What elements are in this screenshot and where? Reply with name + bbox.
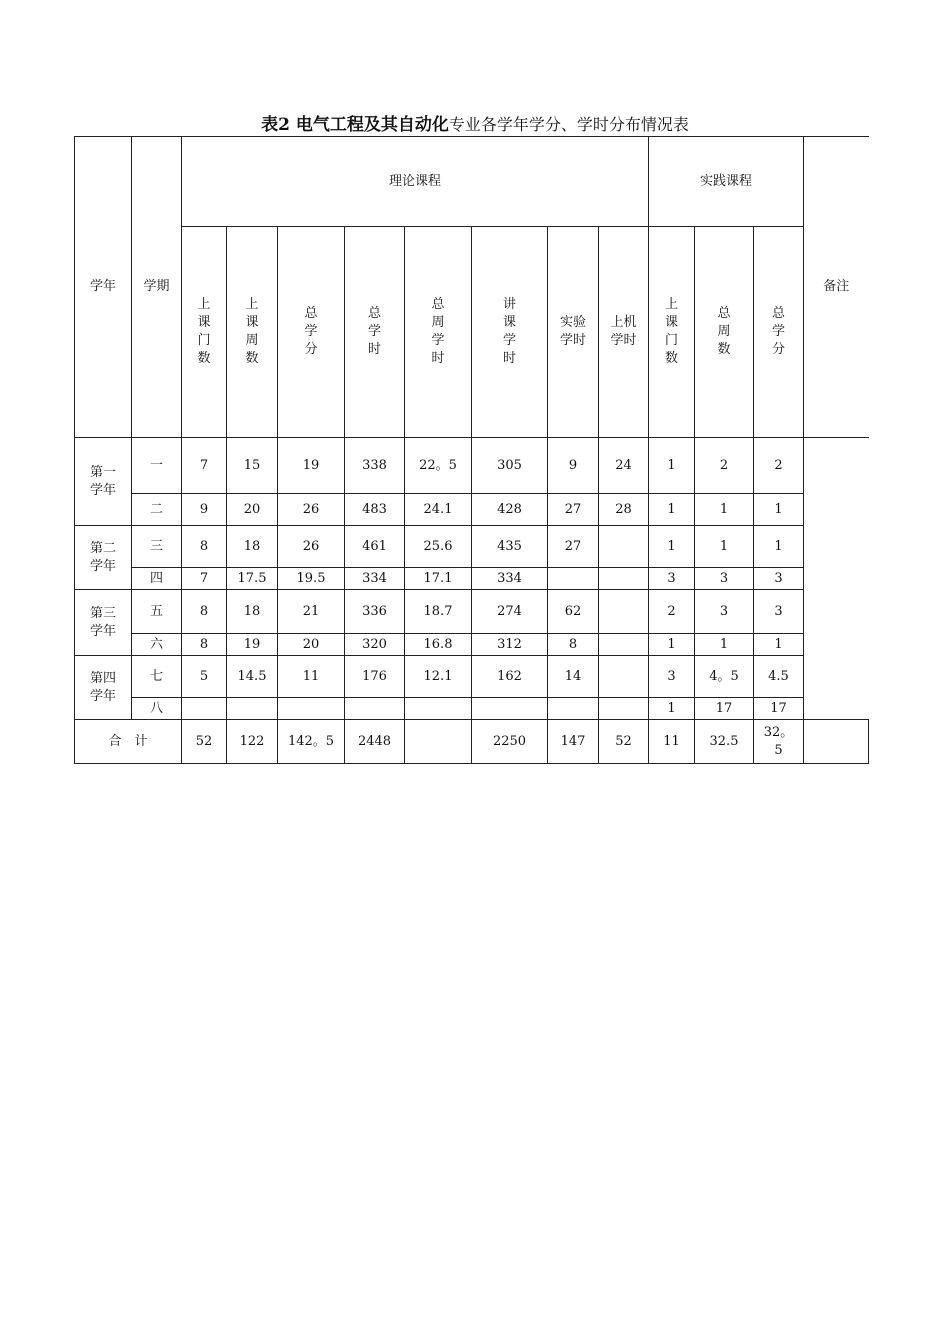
col-label-char: 课 xyxy=(664,315,678,330)
col-label-char: 上 xyxy=(197,297,211,312)
theory-col-2 xyxy=(227,227,278,438)
data-cell: 8 xyxy=(548,634,599,656)
total-cell: 52 xyxy=(182,720,227,764)
data-cell: 26 xyxy=(278,494,345,526)
col-label-char: 总 xyxy=(771,306,785,321)
col-label-char: 课 xyxy=(197,315,211,330)
data-cell xyxy=(548,698,599,720)
theory-col-7 xyxy=(548,227,599,438)
data-cell: 27 xyxy=(548,526,599,568)
total-cell: 11 xyxy=(649,720,695,764)
data-cell: 1 xyxy=(754,494,804,526)
term-cell: 八 xyxy=(132,698,182,720)
data-cell: 62 xyxy=(548,590,599,634)
title-rest-part: 专业各学年学分、学时分布情况表 xyxy=(448,115,689,134)
header-remark: 备注 xyxy=(804,137,869,438)
col-label-char: 上 xyxy=(664,297,678,312)
data-cell: 9 xyxy=(182,494,227,526)
data-cell: 1 xyxy=(649,526,695,568)
data-cell: 21 xyxy=(278,590,345,634)
data-cell: 16.8 xyxy=(405,634,472,656)
data-cell: 18 xyxy=(227,526,278,568)
col-label-char: 课 xyxy=(502,315,516,330)
col-label-char: 数 xyxy=(717,342,731,357)
data-cell: 17.5 xyxy=(227,568,278,590)
data-cell: 3 xyxy=(754,590,804,634)
data-cell: 3 xyxy=(754,568,804,590)
data-cell: 19 xyxy=(278,438,345,494)
data-cell: 162 xyxy=(472,656,548,698)
data-cell: 312 xyxy=(472,634,548,656)
data-cell: 428 xyxy=(472,494,548,526)
data-cell: 1 xyxy=(649,438,695,494)
data-cell: 338 xyxy=(345,438,405,494)
col-label-char: 学 xyxy=(502,333,516,348)
data-cell: 8 xyxy=(182,634,227,656)
term-cell: 五 xyxy=(132,590,182,634)
col-label-char: 讲 xyxy=(502,297,516,312)
title-bold-part: 表2 电气工程及其自动化 xyxy=(261,115,449,135)
table-row xyxy=(75,438,869,494)
col-label-char: 课 xyxy=(245,315,259,330)
data-cell: 3 xyxy=(695,568,754,590)
col-label-char: 门 xyxy=(197,333,211,348)
total-cell: 147 xyxy=(548,720,599,764)
remark-cell xyxy=(804,438,869,720)
total-label: 合 计 xyxy=(75,720,182,764)
data-cell: 2 xyxy=(754,438,804,494)
data-cell: 20 xyxy=(227,494,278,526)
theory-col-5 xyxy=(405,227,472,438)
data-cell: 17.1 xyxy=(405,568,472,590)
table-row xyxy=(75,634,869,656)
data-cell: 3 xyxy=(649,656,695,698)
total-row xyxy=(75,720,869,764)
table-row xyxy=(75,526,869,568)
data-cell: 274 xyxy=(472,590,548,634)
data-cell: 305 xyxy=(472,438,548,494)
data-cell: 26 xyxy=(278,526,345,568)
practice-col-1 xyxy=(649,227,695,438)
col-label-char: 数 xyxy=(245,351,259,366)
col-label-char: 时 xyxy=(431,351,445,366)
data-cell: 334 xyxy=(345,568,405,590)
data-cell: 14.5 xyxy=(227,656,278,698)
data-cell: 28 xyxy=(599,494,649,526)
col-label-char: 学 xyxy=(771,324,785,339)
data-cell: 15 xyxy=(227,438,278,494)
data-cell: 176 xyxy=(345,656,405,698)
col-label-char: 实验 xyxy=(559,315,586,330)
data-cell xyxy=(599,656,649,698)
data-cell: 9 xyxy=(548,438,599,494)
data-cell: 1 xyxy=(754,634,804,656)
col-label-char: 周 xyxy=(431,315,445,330)
data-cell: 2 xyxy=(649,590,695,634)
total-cell: 142。5 xyxy=(278,720,345,764)
table-row xyxy=(75,568,869,590)
term-cell: 三 xyxy=(132,526,182,568)
data-cell: 7 xyxy=(182,568,227,590)
header-practice: 实践课程 xyxy=(649,137,804,227)
table-row xyxy=(75,590,869,634)
total-cell: 32.5 xyxy=(695,720,754,764)
data-cell: 483 xyxy=(345,494,405,526)
data-cell: 334 xyxy=(472,568,548,590)
total-cell xyxy=(405,720,472,764)
total-cell: 122 xyxy=(227,720,278,764)
table-row xyxy=(75,494,869,526)
year-cell: 第一 学年 xyxy=(75,438,132,526)
data-cell: 24 xyxy=(599,438,649,494)
practice-col-3 xyxy=(754,227,804,438)
col-label-char: 周 xyxy=(717,324,731,339)
data-cell: 12.1 xyxy=(405,656,472,698)
col-label-char: 总 xyxy=(367,306,381,321)
col-label-char: 时 xyxy=(367,342,381,357)
data-cell: 18.7 xyxy=(405,590,472,634)
col-label-char: 数 xyxy=(664,351,678,366)
col-label-char: 学 xyxy=(304,324,318,339)
theory-col-6 xyxy=(472,227,548,438)
data-cell: 3 xyxy=(695,590,754,634)
table-row xyxy=(75,656,869,698)
col-label-char: 分 xyxy=(304,342,318,357)
term-cell: 二 xyxy=(132,494,182,526)
data-cell: 5 xyxy=(182,656,227,698)
data-cell xyxy=(599,698,649,720)
theory-col-8 xyxy=(599,227,649,438)
data-cell xyxy=(548,568,599,590)
data-cell xyxy=(278,698,345,720)
data-cell xyxy=(227,698,278,720)
data-cell xyxy=(599,526,649,568)
data-cell: 22。5 xyxy=(405,438,472,494)
col-label-char: 总 xyxy=(717,306,731,321)
year-cell: 第三 学年 xyxy=(75,590,132,656)
year-cell: 第二 学年 xyxy=(75,526,132,590)
header-year: 学年 xyxy=(75,137,132,438)
term-cell: 一 xyxy=(132,438,182,494)
data-cell: 3 xyxy=(649,568,695,590)
col-label-char: 学 xyxy=(431,333,445,348)
data-cell: 435 xyxy=(472,526,548,568)
data-cell: 8 xyxy=(182,590,227,634)
col-label-char: 上机 xyxy=(610,315,637,330)
theory-col-3 xyxy=(278,227,345,438)
data-cell xyxy=(345,698,405,720)
data-cell: 4.5 xyxy=(754,656,804,698)
col-label-char: 时 xyxy=(502,351,516,366)
data-cell: 17 xyxy=(695,698,754,720)
term-cell: 六 xyxy=(132,634,182,656)
data-cell: 7 xyxy=(182,438,227,494)
data-cell: 1 xyxy=(649,494,695,526)
term-cell: 四 xyxy=(132,568,182,590)
data-cell: 1 xyxy=(695,494,754,526)
col-label-char: 数 xyxy=(197,351,211,366)
col-label-char: 门 xyxy=(664,333,678,348)
col-label-char: 分 xyxy=(771,342,785,357)
data-cell: 1 xyxy=(754,526,804,568)
term-cell: 七 xyxy=(132,656,182,698)
practice-col-2 xyxy=(695,227,754,438)
total-remark-cell xyxy=(804,720,869,764)
table-row xyxy=(75,698,869,720)
data-cell: 25.6 xyxy=(405,526,472,568)
col-label-char: 总 xyxy=(431,297,445,312)
data-cell xyxy=(405,698,472,720)
data-cell xyxy=(599,634,649,656)
col-label-char: 学时 xyxy=(559,333,586,348)
col-label-char: 学时 xyxy=(610,333,637,348)
data-cell: 27 xyxy=(548,494,599,526)
total-cell: 2448 xyxy=(345,720,405,764)
total-cell: 52 xyxy=(599,720,649,764)
data-cell: 1 xyxy=(649,634,695,656)
data-cell xyxy=(182,698,227,720)
table-title xyxy=(0,113,950,137)
data-cell: 24.1 xyxy=(405,494,472,526)
theory-col-1 xyxy=(182,227,227,438)
total-cell: 2250 xyxy=(472,720,548,764)
theory-col-4 xyxy=(345,227,405,438)
data-cell: 14 xyxy=(548,656,599,698)
data-cell: 18 xyxy=(227,590,278,634)
data-cell: 19 xyxy=(227,634,278,656)
data-cell: 461 xyxy=(345,526,405,568)
data-cell xyxy=(599,568,649,590)
data-cell: 19.5 xyxy=(278,568,345,590)
col-label-char: 上 xyxy=(245,297,259,312)
data-cell: 1 xyxy=(695,526,754,568)
data-cell: 20 xyxy=(278,634,345,656)
year-cell: 第四 学年 xyxy=(75,656,132,720)
data-cell: 8 xyxy=(182,526,227,568)
data-cell: 2 xyxy=(695,438,754,494)
data-cell xyxy=(472,698,548,720)
data-cell: 11 xyxy=(278,656,345,698)
data-cell: 17 xyxy=(754,698,804,720)
col-label-char: 总 xyxy=(304,306,318,321)
data-cell: 4。5 xyxy=(695,656,754,698)
data-cell: 336 xyxy=(345,590,405,634)
header-term: 学期 xyxy=(132,137,182,438)
data-cell xyxy=(599,590,649,634)
data-cell: 1 xyxy=(695,634,754,656)
header-theory: 理论课程 xyxy=(182,137,649,227)
col-label-char: 学 xyxy=(367,324,381,339)
total-cell: 32。 5 xyxy=(754,720,804,764)
credit-hours-table xyxy=(74,136,869,764)
data-cell: 320 xyxy=(345,634,405,656)
data-cell: 1 xyxy=(649,698,695,720)
col-label-char: 周 xyxy=(245,333,259,348)
